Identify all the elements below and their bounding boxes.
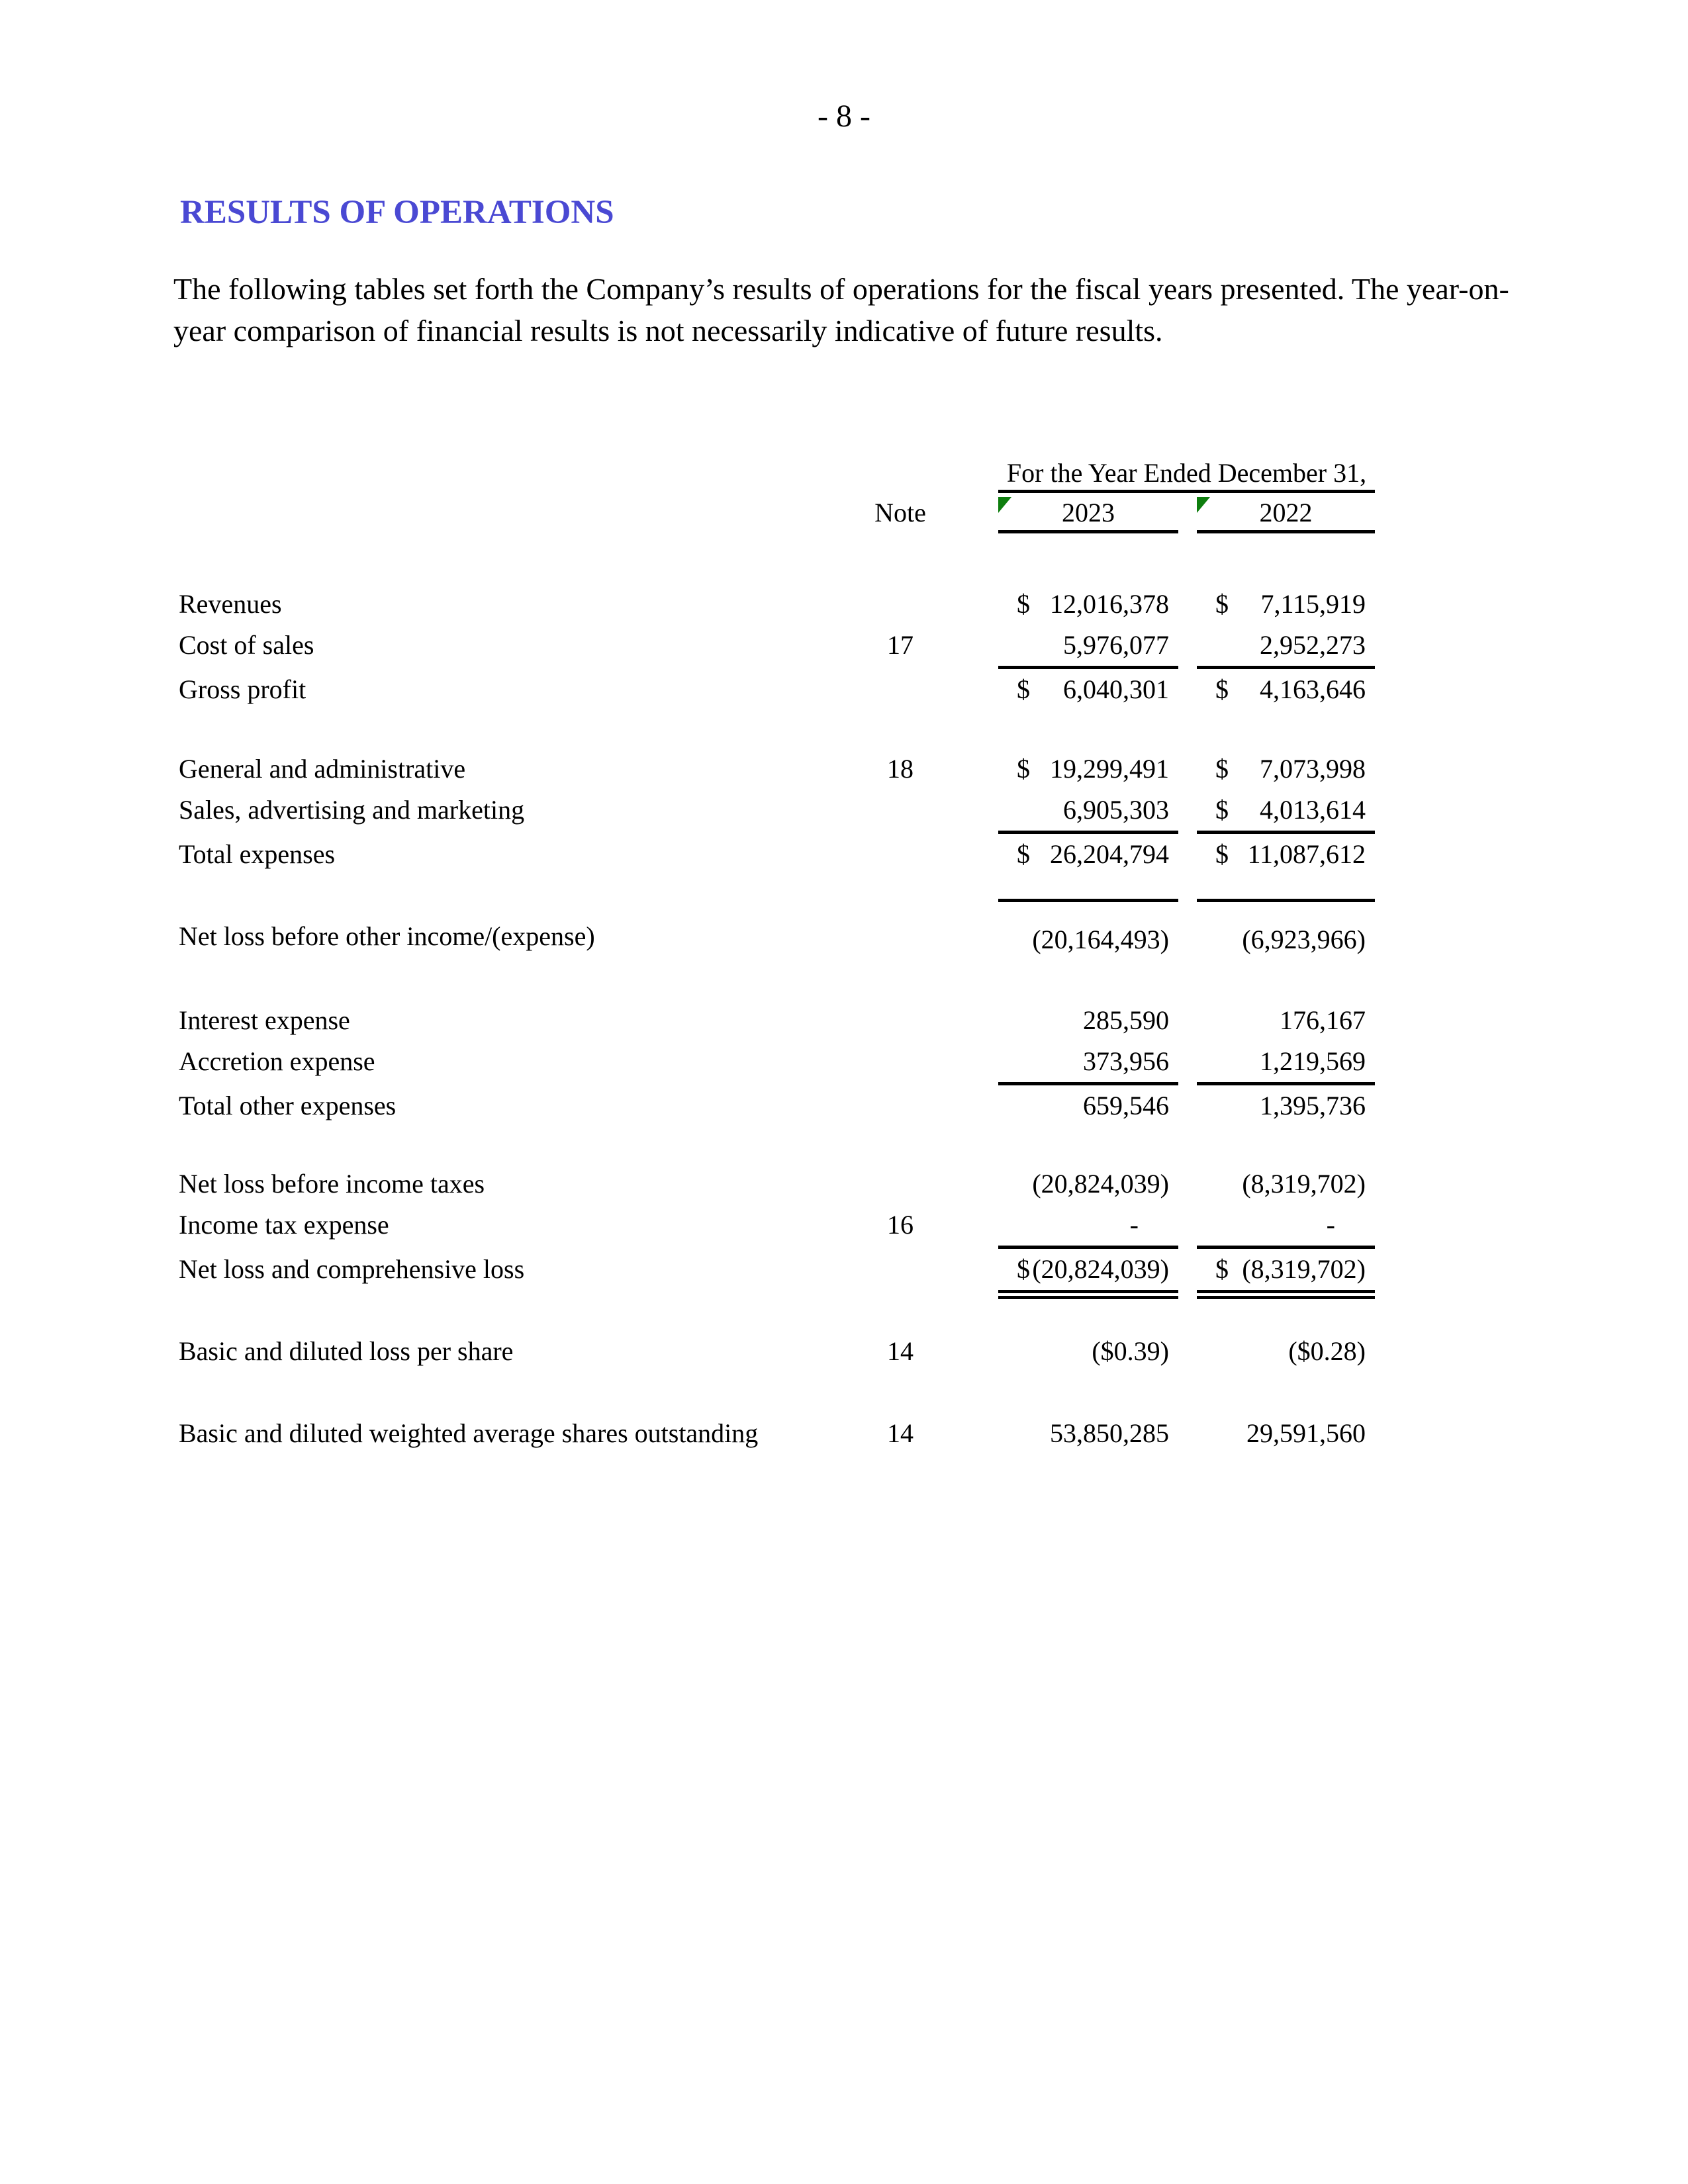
value-2023 bbox=[998, 1331, 1178, 1372]
table-row bbox=[179, 1413, 1375, 1454]
value-2023 bbox=[998, 1041, 1178, 1085]
row-label: Net loss before income taxes bbox=[179, 1169, 485, 1199]
dollar-sign: $ bbox=[1017, 674, 1030, 704]
value-2022 bbox=[1197, 1413, 1375, 1454]
amount: ($0.39) bbox=[1092, 1336, 1169, 1366]
year-label: 2023 bbox=[1062, 498, 1115, 527]
note-cell bbox=[847, 1085, 953, 1126]
amount: 176,167 bbox=[1280, 1005, 1366, 1035]
note-cell bbox=[847, 1000, 953, 1041]
row-label: Total expenses bbox=[179, 839, 336, 869]
row-label: Interest expense bbox=[179, 1005, 350, 1035]
row-label: Net loss and comprehensive loss bbox=[179, 1254, 525, 1284]
value-2022 bbox=[1197, 790, 1375, 834]
intro-paragraph: The following tables set forth the Company’s results of operations for the fiscal years presented. The year-on-year comparison of financial results is not necessarily indicative of future results. bbox=[173, 272, 1509, 347]
comment-flag-icon bbox=[1197, 497, 1210, 513]
row-label: Sales, advertising and marketing bbox=[179, 795, 525, 825]
note-cell: 14 bbox=[887, 1418, 914, 1448]
period-header: For the Year Ended December 31, bbox=[998, 457, 1375, 493]
amount: 373,956 bbox=[1083, 1046, 1169, 1076]
value-2022 bbox=[1197, 1331, 1375, 1372]
note-cell bbox=[847, 669, 953, 710]
amount: 285,590 bbox=[1083, 1005, 1169, 1035]
amount: (8,319,702) bbox=[1242, 1169, 1366, 1199]
note-cell: 18 bbox=[887, 754, 914, 784]
note-cell: 14 bbox=[887, 1336, 914, 1366]
amount: - bbox=[1129, 1210, 1139, 1240]
table-row bbox=[179, 1205, 1375, 1249]
table-header-period-row bbox=[179, 457, 1375, 493]
amount: 53,850,285 bbox=[1050, 1418, 1169, 1448]
note-cell bbox=[847, 584, 953, 625]
row-label: General and administrative bbox=[179, 754, 466, 784]
amount: 4,163,646 bbox=[1260, 674, 1366, 704]
value-2023 bbox=[998, 834, 1178, 875]
comment-flag-icon bbox=[998, 497, 1011, 513]
dollar-sign: $ bbox=[1215, 839, 1229, 869]
row-label: Total other expenses bbox=[179, 1091, 397, 1120]
table-row bbox=[179, 1331, 1375, 1372]
year-label: 2022 bbox=[1259, 498, 1313, 527]
amount: (6,923,966) bbox=[1242, 925, 1366, 954]
amount: (20,824,039) bbox=[1032, 1169, 1169, 1199]
value-2023 bbox=[998, 625, 1178, 669]
amount: - bbox=[1326, 1210, 1335, 1240]
value-2023 bbox=[998, 669, 1178, 710]
value-2023 bbox=[998, 899, 1178, 960]
dollar-sign: $ bbox=[1215, 674, 1229, 704]
note-cell bbox=[847, 790, 953, 834]
value-2023 bbox=[998, 1000, 1178, 1041]
value-2023 bbox=[998, 1163, 1178, 1205]
note-column-header: Note bbox=[874, 498, 926, 527]
table-row bbox=[179, 834, 1375, 875]
section-heading: RESULTS OF OPERATIONS bbox=[180, 194, 614, 231]
dollar-sign: $ bbox=[1017, 1254, 1030, 1284]
value-2022 bbox=[1197, 625, 1375, 669]
amount: 5,976,077 bbox=[1063, 630, 1169, 660]
year-2023-column-header bbox=[998, 496, 1178, 533]
table-row bbox=[179, 1085, 1375, 1126]
table-header-years-row bbox=[179, 496, 1375, 533]
year-2022-column-header bbox=[1197, 496, 1375, 533]
row-label: Revenues bbox=[179, 589, 282, 619]
table-row bbox=[179, 625, 1375, 669]
amount: 1,395,736 bbox=[1260, 1091, 1366, 1120]
dollar-sign: $ bbox=[1215, 1254, 1229, 1284]
value-2022 bbox=[1197, 899, 1375, 960]
note-cell bbox=[847, 1163, 953, 1205]
table-row bbox=[179, 1041, 1375, 1085]
amount: 659,546 bbox=[1083, 1091, 1169, 1120]
amount: 7,115,919 bbox=[1260, 589, 1366, 619]
amount: 12,016,378 bbox=[1050, 589, 1169, 619]
note-cell bbox=[847, 899, 953, 960]
value-2023 bbox=[998, 1413, 1178, 1454]
amount: 29,591,560 bbox=[1246, 1418, 1366, 1448]
value-2022 bbox=[1197, 1085, 1375, 1126]
row-label: Basic and diluted loss per share bbox=[179, 1336, 514, 1366]
amount: (20,824,039) bbox=[1032, 1254, 1169, 1284]
row-label: Gross profit bbox=[179, 674, 306, 704]
table-row bbox=[179, 790, 1375, 834]
row-label: Net loss before other income/(expense) bbox=[179, 921, 595, 951]
dollar-sign: $ bbox=[1215, 589, 1229, 619]
row-label: Cost of sales bbox=[179, 630, 314, 660]
amount: 6,905,303 bbox=[1063, 795, 1169, 825]
table-row bbox=[179, 1163, 1375, 1205]
value-2022 bbox=[1197, 1249, 1375, 1299]
row-label: Accretion expense bbox=[179, 1046, 375, 1076]
row-label: Basic and diluted weighted average shares outstanding bbox=[179, 1418, 759, 1448]
value-2022 bbox=[1197, 1041, 1375, 1085]
row-label: Income tax expense bbox=[179, 1210, 389, 1240]
value-2022 bbox=[1197, 1163, 1375, 1205]
table-row bbox=[179, 584, 1375, 625]
value-2022 bbox=[1197, 669, 1375, 710]
table-row bbox=[179, 1249, 1375, 1299]
note-cell bbox=[847, 1041, 953, 1085]
table-row bbox=[179, 669, 1375, 710]
value-2022 bbox=[1197, 834, 1375, 875]
amount: 7,073,998 bbox=[1260, 754, 1366, 784]
table-row bbox=[179, 749, 1375, 790]
dollar-sign: $ bbox=[1017, 754, 1030, 784]
note-cell bbox=[847, 834, 953, 875]
value-2022 bbox=[1197, 584, 1375, 625]
table-row bbox=[179, 899, 1375, 960]
amount: 6,040,301 bbox=[1063, 674, 1169, 704]
amount: 26,204,794 bbox=[1050, 839, 1169, 869]
amount: 19,299,491 bbox=[1050, 754, 1169, 784]
value-2022 bbox=[1197, 749, 1375, 790]
value-2023 bbox=[998, 1085, 1178, 1126]
dollar-sign: $ bbox=[1215, 795, 1229, 825]
value-2023 bbox=[998, 1249, 1178, 1299]
amount: ($0.28) bbox=[1288, 1336, 1366, 1366]
note-cell bbox=[847, 1249, 953, 1299]
note-cell: 16 bbox=[887, 1210, 914, 1240]
dollar-sign: $ bbox=[1215, 754, 1229, 784]
amount: 11,087,612 bbox=[1247, 839, 1366, 869]
value-2023 bbox=[998, 1205, 1178, 1249]
value-2023 bbox=[998, 790, 1178, 834]
dollar-sign: $ bbox=[1017, 839, 1030, 869]
amount: 2,952,273 bbox=[1260, 630, 1366, 660]
value-2022 bbox=[1197, 1205, 1375, 1249]
amount: 1,219,569 bbox=[1260, 1046, 1366, 1076]
dollar-sign: $ bbox=[1017, 589, 1030, 619]
amount: (8,319,702) bbox=[1242, 1254, 1366, 1284]
amount: (20,164,493) bbox=[1032, 925, 1169, 954]
page-number: - 8 - bbox=[818, 99, 870, 134]
results-of-operations-table bbox=[179, 457, 1375, 1454]
note-cell: 17 bbox=[887, 630, 914, 660]
amount: 4,013,614 bbox=[1260, 795, 1366, 825]
value-2023 bbox=[998, 584, 1178, 625]
value-2023 bbox=[998, 749, 1178, 790]
value-2022 bbox=[1197, 1000, 1375, 1041]
table-row bbox=[179, 1000, 1375, 1041]
